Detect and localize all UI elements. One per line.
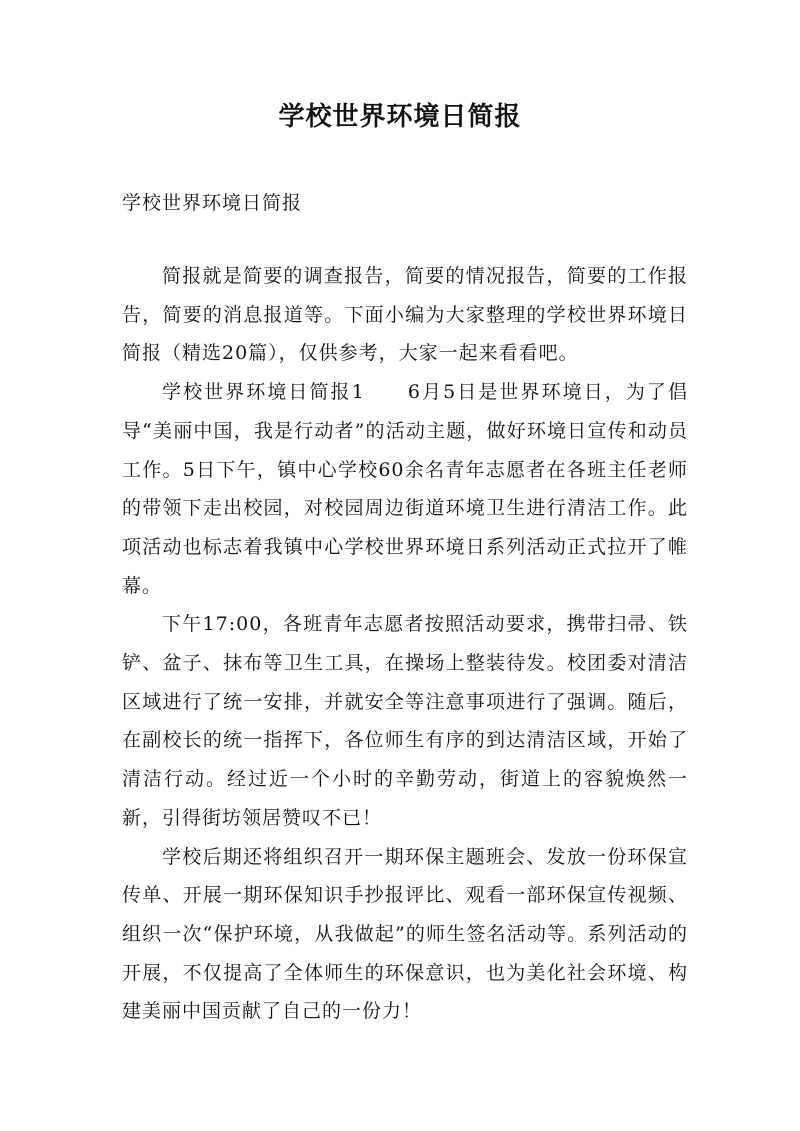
- document-subtitle: 学校世界环境日简报: [122, 192, 303, 214]
- document-title: 学校世界环境日简报: [278, 102, 522, 132]
- paragraph-cleaning-activity: 下午17:00，各班青年志愿者按照活动要求，携带扫帚、铁铲、盆子、抹布等卫生工具，在操场上整装待发。校团委对清洁区域进行了统一安排，并就安全等注意事项进行了强调。随后，在副校长的统一指挥下，各位师生有序的到达清洁区域，开始了清洁行动。经过近一个小时的辛勤劳动，街道上的容貌焕然一新，引得街坊领居赞叹不已！: [122, 613, 688, 829]
- document-body: [122, 257, 688, 1031]
- paragraph-follow-up-activities: 学校后期还将组织召开一期环保主题班会、发放一份环保宣传单、开展一期环保知识手抄报评比、观看一部环保宣传视频、组织一次“保护环境，从我做起”的师生签名活动等。系列活动的开展，不仅提高了全体师生的环保意识，也为美化社会环境、构建美丽中国贡献了自己的一份力！: [122, 845, 688, 1023]
- paragraph-intro: 简报就是简要的调查报告，简要的情况报告，简要的工作报告，简要的消息报道等。下面小编为大家整理的学校世界环境日简报（精选20篇），仅供参考，大家一起来看看吧。: [122, 265, 688, 365]
- paragraph-environment-day: 学校世界环境日简报1 6月5日是世界环境日，为了倡导“美丽中国，我是行动者”的活动主题，做好环境日宣传和动员工作。5日下午，镇中心学校60余名青年志愿者在各班主任老师的带领下走出校园，对校园周边街道环境卫生进行清洁工作。此项活动也标志着我镇中心学校世界环境日系列活动正式拉开了帷幕。: [122, 381, 688, 597]
